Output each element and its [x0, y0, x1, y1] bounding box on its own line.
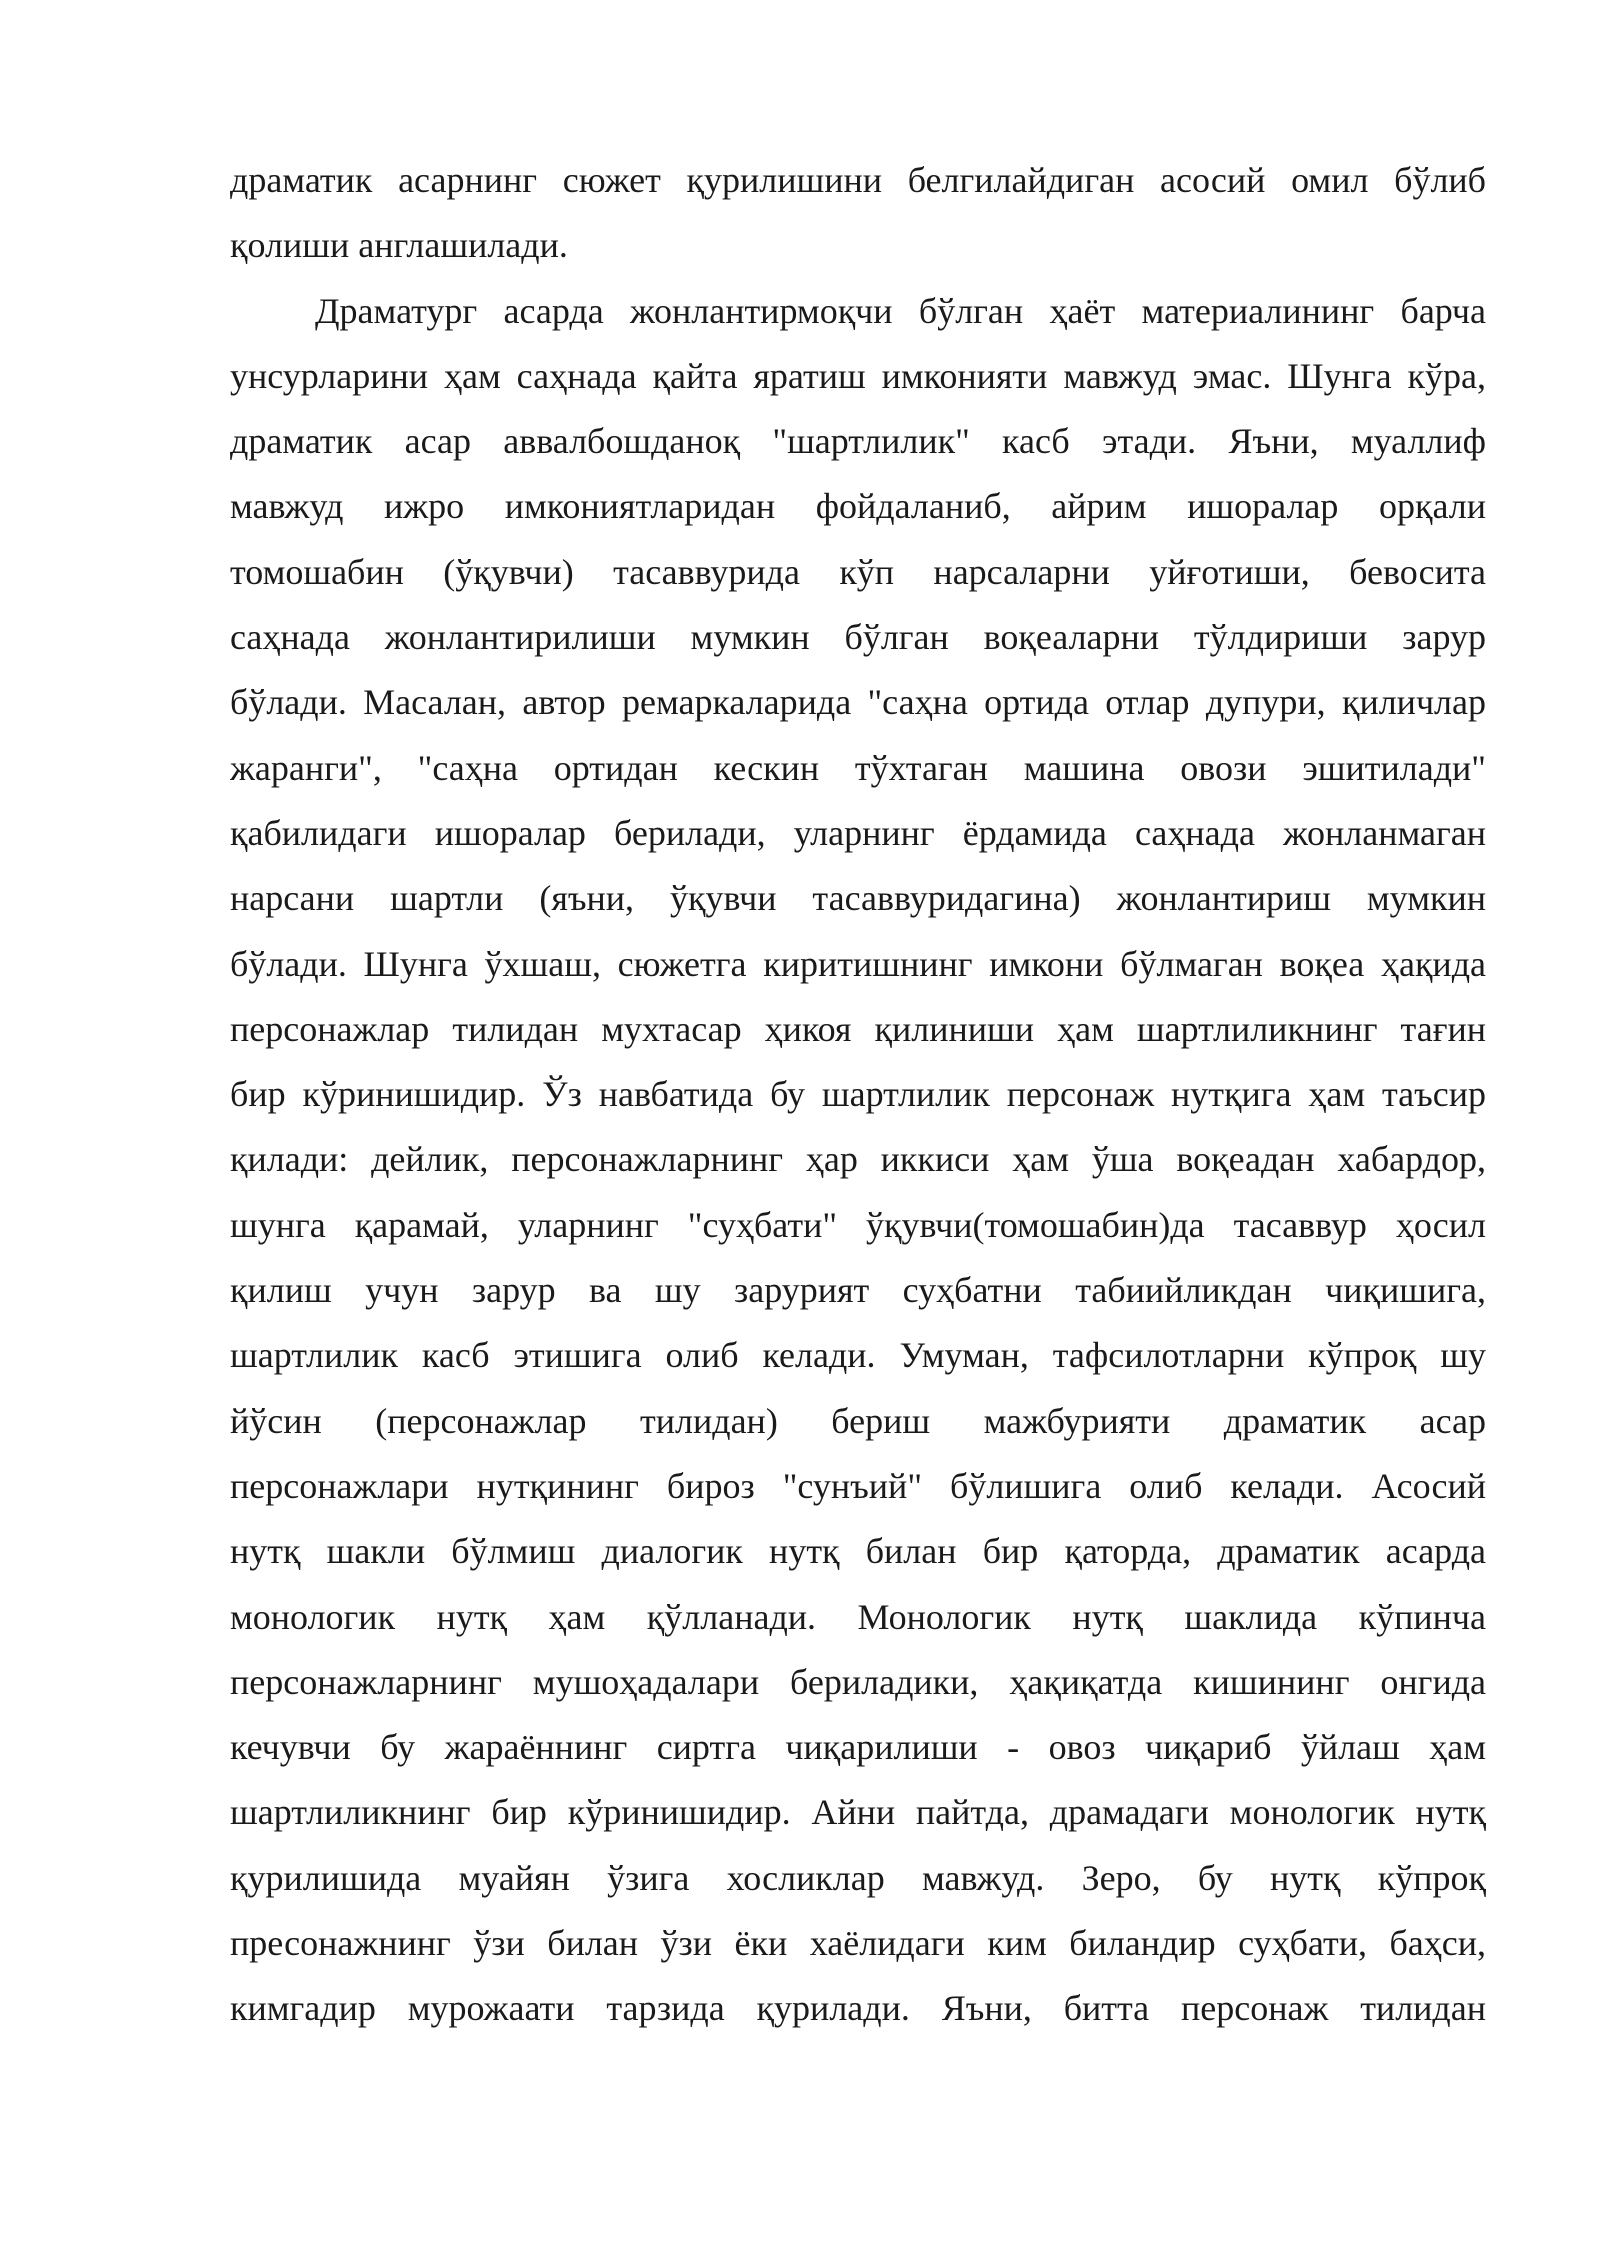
text-line: кимгадир мурожаати тарзида қурилади. Яъни, битта персонаж тилидан — [230, 1988, 1486, 2029]
text-line: бўлади. Шунга ўхшаш, сюжетга киритишнинг имкони бўлмаган воқеа ҳақида — [230, 943, 1486, 984]
text-line: қилади: дейлик, персонажларнинг ҳар иккиси ҳам ўша воқеадан хабардор, — [230, 1139, 1486, 1180]
text-line: унсурларини ҳам саҳнада қайта яратиш имконияти мавжуд эмас. Шунга кўра, — [230, 355, 1486, 396]
text-line: жаранги", "саҳна ортидан кескин тўхтаган машина овози эшитилади" — [230, 747, 1486, 788]
text-line: қолиши англашилади. — [230, 225, 568, 266]
text-line: персонажлар тилидан мухтасар ҳикоя қилиниши ҳам шартлиликнинг тағин — [230, 1008, 1486, 1049]
text-line: шартлиликнинг бир кўринишидир. Айни пайтда, драмадаги монологик нутқ — [230, 1792, 1486, 1833]
paragraph-2 — [230, 279, 1486, 2042]
text-line: қилиш учун зарур ва шу зарурият суҳбатни табиийликдан чиқишига, — [230, 1270, 1486, 1311]
text-line: бўлади. Масалан, автор ремаркаларида "саҳна ортида отлар дупури, қиличлар — [230, 682, 1486, 723]
text-line: шунга қарамай, уларнинг "суҳбати" ўқувчи(томошабин)да тасаввур ҳосил — [230, 1204, 1486, 1245]
text-line: персонажларнинг мушоҳадалари бериладики, ҳақиқатда кишининг онгида — [230, 1661, 1486, 1702]
text-line: йўсин (персонажлар тилидан) бериш мажбурияти драматик асар — [230, 1400, 1486, 1441]
text-line: саҳнада жонлантирилиши мумкин бўлган воқеаларни тўлдириши зарур — [230, 617, 1486, 658]
text-line: бир кўринишидир. Ўз навбатида бу шартлилик персонаж нутқига ҳам таъсир — [230, 1074, 1486, 1115]
text-line: монологик нутқ ҳам қўлланади. Монологик нутқ шаклида кўпинча — [230, 1596, 1486, 1637]
text-line: Драматург асарда жонлантирмоқчи бўлган ҳаёт материалининг барча — [315, 290, 1486, 331]
body-text — [230, 148, 1486, 2042]
text-line: драматик асар аввалбошданоқ "шартлилик" касб этади. Яъни, муаллиф — [230, 421, 1486, 462]
text-line: персонажлари нутқининг бироз "сунъий" бўлишига олиб келади. Асосий — [230, 1465, 1486, 1506]
text-line: қабилидаги ишоралар берилади, уларнинг ёрдамида саҳнада жонланмаган — [230, 812, 1486, 853]
text-line: қурилишида муайян ўзига хосликлар мавжуд. Зеро, бу нутқ кўпроқ — [230, 1857, 1486, 1898]
paragraph-1 — [230, 148, 1486, 279]
text-line: кечувчи бу жараённинг сиртга чиқарилиши - овоз чиқариб ўйлаш ҳам — [230, 1727, 1486, 1768]
text-line: шартлилик касб этишига олиб келади. Умуман, тафсилотларни кўпроқ шу — [230, 1335, 1486, 1376]
text-line: нарсани шартли (яъни, ўқувчи тасаввуридагина) жонлантириш мумкин — [230, 878, 1486, 919]
text-line: томошабин (ўқувчи) тасаввурида кўп нарсаларни уйғотиши, бевосита — [230, 551, 1486, 592]
text-line: драматик асарнинг сюжет қурилишини белгилайдиган асосий омил бўлиб — [230, 160, 1486, 200]
text-line: нутқ шакли бўлмиш диалогик нутқ билан бир қаторда, драматик асарда — [230, 1531, 1486, 1572]
text-line: мавжуд ижро имкониятларидан фойдаланиб, айрим ишоралар орқали — [230, 486, 1486, 527]
text-line: пресонажнинг ўзи билан ўзи ёки хаёлидаги ким биландир суҳбати, баҳси, — [230, 1923, 1486, 1964]
